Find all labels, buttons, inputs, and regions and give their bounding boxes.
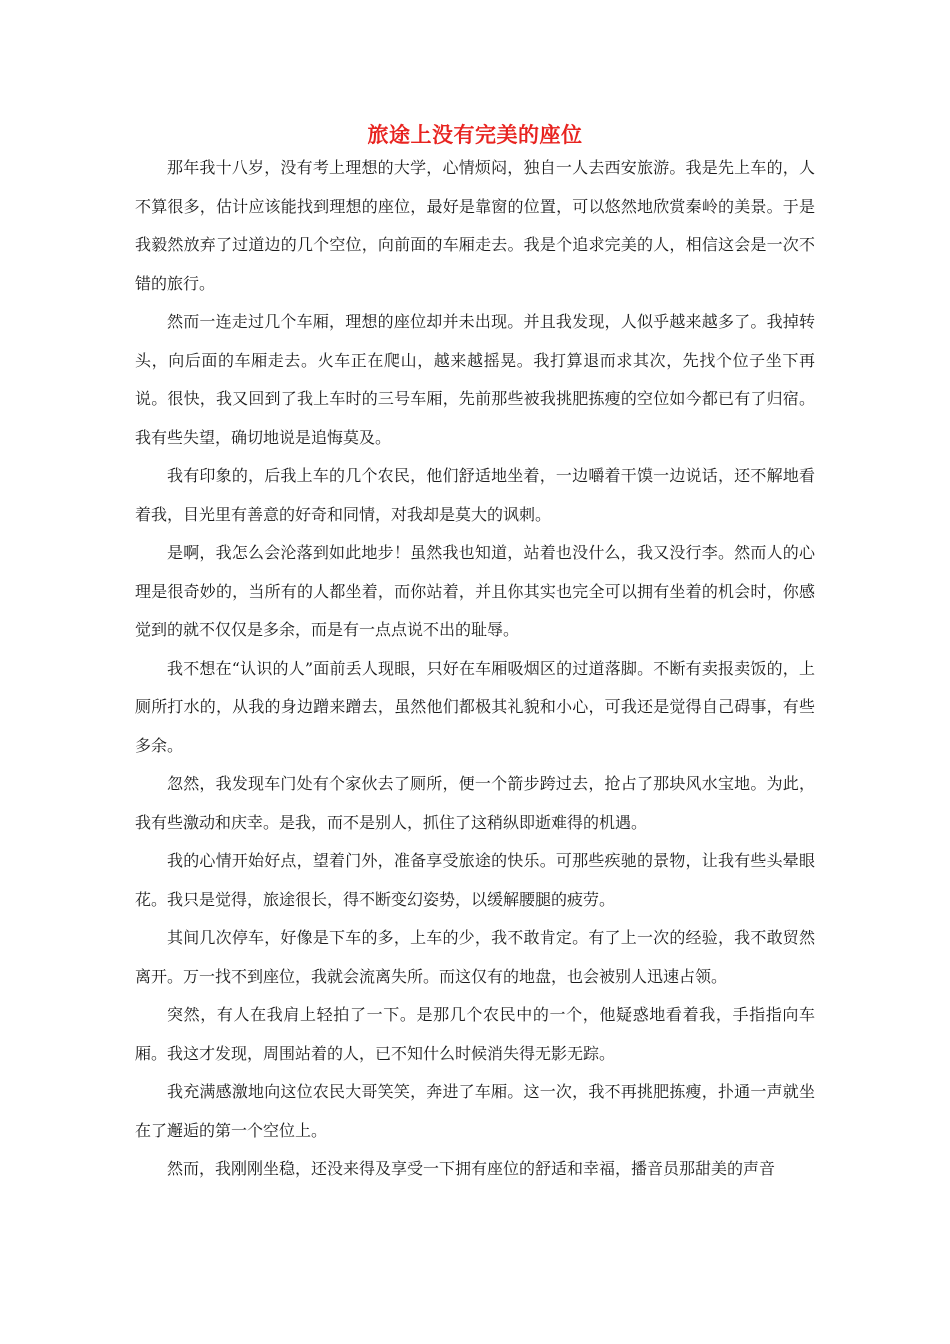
paragraph-11: 然而，我刚刚坐稳，还没来得及享受一下拥有座位的舒适和幸福，播音员那甜美的声音 xyxy=(167,1159,776,1178)
paragraph-2: 然而一连走过几个车厢，理想的座位却并未出现。并且我发现，人似乎越来越多了。我掉转头，向后面的车厢走去。火车正在爬山，越来越摇晃。我打算退而求其次，先找个位子坐下再说。很快，我又回到了我上车时的三号车厢，先前那些被我挑肥拣瘦的空位如今都已有了归宿。我有些失望，确切地说是追悔莫及。 xyxy=(135,312,815,447)
paragraph-9: 突然，有人在我肩上轻拍了一下。是那几个农民中的一个，他疑惑地看着我，手指指向车厢。我这才发现，周围站着的人，已不知什么时候消失得无影无踪。 xyxy=(135,1005,815,1063)
paragraph-7: 我的心情开始好点，望着门外，准备享受旅途的快乐。可那些疾驰的景物，让我有些头晕眼花。我只是觉得，旅途很长，得不断变幻姿势，以缓解腰腿的疲劳。 xyxy=(135,851,815,909)
paragraph-10: 我充满感激地向这位农民大哥笑笑，奔进了车厢。这一次，我不再挑肥拣瘦，扑通一声就坐在了邂逅的第一个空位上。 xyxy=(135,1082,815,1140)
paragraph-5: 我不想在“认识的人”面前丢人现眼，只好在车厢吸烟区的过道落脚。不断有卖报卖饭的，上厕所打水的，从我的身边蹭来蹭去，虽然他们都极其礼貌和小心，可我还是觉得自己碍事，有些多余。 xyxy=(135,658,815,755)
paragraph-3: 我有印象的，后我上车的几个农民，他们舒适地坐着，一边嚼着干馍一边说话，还不解地看着我，目光里有善意的好奇和同情，对我却是莫大的讽刺。 xyxy=(135,466,815,524)
document-body xyxy=(135,149,815,1189)
paragraph-4: 是啊，我怎么会沦落到如此地步！虽然我也知道，站着也没什么，我又没行李。然而人的心理是很奇妙的，当所有的人都坐着，而你站着，并且你其实也完全可以拥有坐着的机会时，你感觉到的就不仅仅是多余，而是有一点点说不出的耻辱。 xyxy=(135,543,815,639)
document-title: 旅途上没有完美的座位 xyxy=(367,123,583,147)
paragraph-8: 其间几次停车，好像是下车的多，上车的少，我不敢肯定。有了上一次的经验，我不敢贸然离开。万一找不到座位，我就会流离失所。而这仅有的地盘，也会被别人迅速占领。 xyxy=(135,928,815,986)
paragraph-1: 那年我十八岁，没有考上理想的大学，心情烦闷，独自一人去西安旅游。我是先上车的，人不算很多，估计应该能找到理想的座位，最好是靠窗的位置，可以悠然地欣赏秦岭的美景。于是我毅然放弃了过道边的几个空位，向前面的车厢走去。我是个追求完美的人，相信这会是一次不错的旅行。 xyxy=(135,158,815,293)
paragraph-6: 忽然，我发现车门处有个家伙去了厕所，便一个箭步跨过去，抢占了那块风水宝地。为此，我有些激动和庆幸。是我，而不是别人，抓住了这稍纵即逝难得的机遇。 xyxy=(135,774,815,832)
